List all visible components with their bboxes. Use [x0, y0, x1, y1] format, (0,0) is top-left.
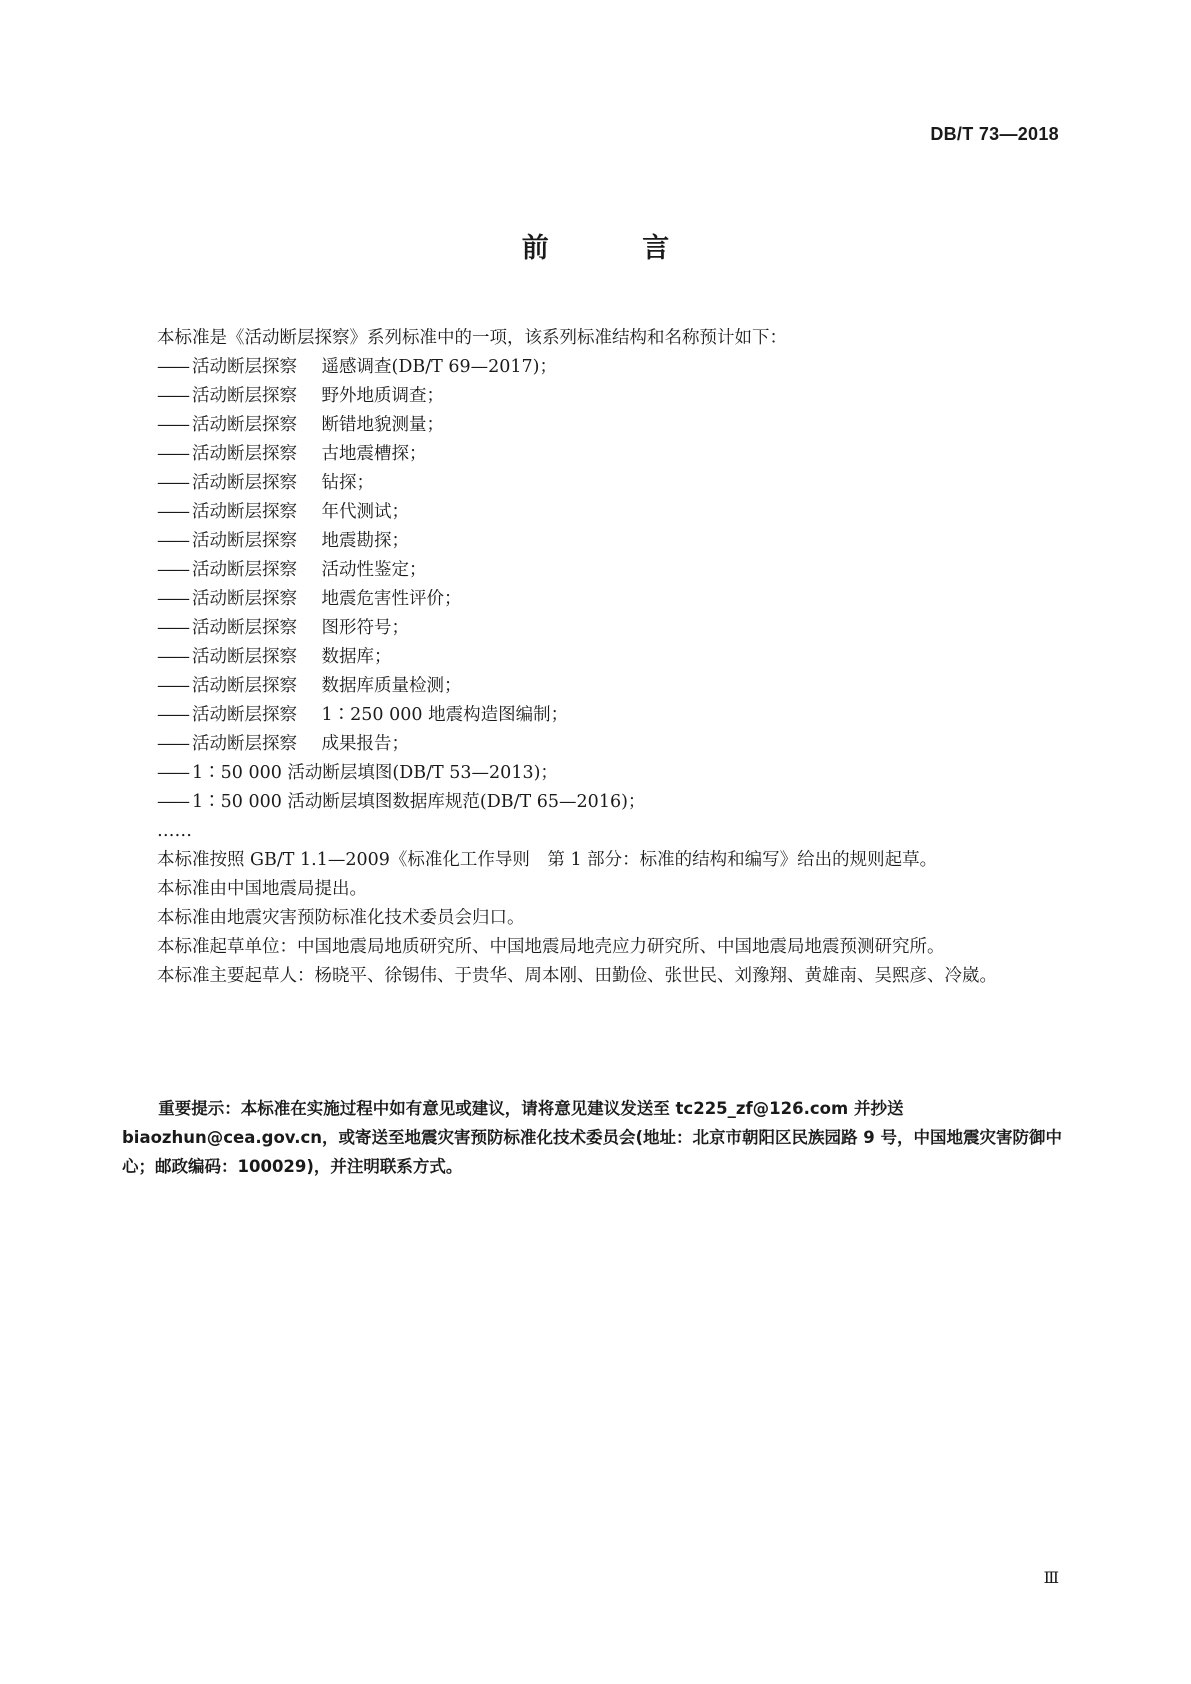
list-item: —— 活动断层探察 活动性鉴定； — [157, 560, 427, 580]
list-item: —— 活动断层探察 成果报告； — [157, 734, 409, 754]
paragraph-drafting-rules: 本标准按照 GB/T 1.1—2009《标准化工作导则 第 1 部分：标准的结构和编写》给出的规则起草。 — [157, 850, 938, 870]
preface-body — [122, 324, 1072, 991]
ellipsis: …… — [157, 821, 192, 841]
list-item: —— 活动断层探察 地震勘探； — [157, 531, 409, 551]
list-item: —— 活动断层探察 1∶250 000 地震构造图编制； — [157, 705, 569, 725]
list-item: —— 活动断层探察 年代测试； — [157, 502, 409, 522]
list-item: —— 活动断层探察 地震危害性评价； — [157, 589, 462, 609]
list-item: —— 活动断层探察 图形符号； — [157, 618, 409, 638]
important-notice: 重要提示：本标准在实施过程中如有意见或建议，请将意见建议发送至 tc225_zf@126.com 并抄送 biaozhun@cea.gov.cn，或寄送至地震灾害预防标准化技术委员会(地址：北京市朝阳区民族园路 9 号，中国地震灾害防御中心；邮政编码：100029)，并注明联系方式。 — [122, 1099, 1063, 1176]
list-item: —— 1∶50 000 活动断层填图数据库规范(DB/T 65—2016)； — [157, 792, 646, 812]
list-item: —— 活动断层探察 断错地貌测量； — [157, 415, 444, 435]
standard-code: DB/T 73—2018 — [930, 124, 1059, 144]
list-item: —— 活动断层探察 数据库； — [157, 647, 392, 667]
paragraph-drafting-units: 本标准起草单位：中国地震局地质研究所、中国地震局地壳应力研究所、中国地震局地震预测研究所。 — [157, 937, 945, 957]
list-item: —— 活动断层探察 野外地质调查； — [157, 386, 444, 406]
intro-paragraph: 本标准是《活动断层探察》系列标准中的一项，该系列标准结构和名称预计如下： — [157, 328, 787, 348]
list-item: —— 活动断层探察 古地震槽探； — [157, 444, 427, 464]
page-number: Ⅲ — [1043, 1568, 1059, 1587]
list-item: —— 活动断层探察 遥感调查(DB/T 69—2017)； — [157, 357, 557, 377]
list-item: —— 1∶50 000 活动断层填图(DB/T 53—2013)； — [157, 763, 558, 783]
series-list — [122, 353, 1072, 817]
page-title: 前 言 — [521, 233, 712, 264]
list-item: —— 活动断层探察 钻探； — [157, 473, 374, 493]
paragraph-drafters: 本标准主要起草人：杨晓平、徐锡伟、于贵华、周本刚、田勤俭、张世民、刘豫翔、黄雄南、吴熙彦、冷崴。 — [157, 966, 997, 986]
paragraph-committee: 本标准由地震灾害预防标准化技术委员会归口。 — [157, 908, 525, 928]
list-item: —— 活动断层探察 数据库质量检测； — [157, 676, 462, 696]
paragraph-proposer: 本标准由中国地震局提出。 — [157, 879, 367, 899]
